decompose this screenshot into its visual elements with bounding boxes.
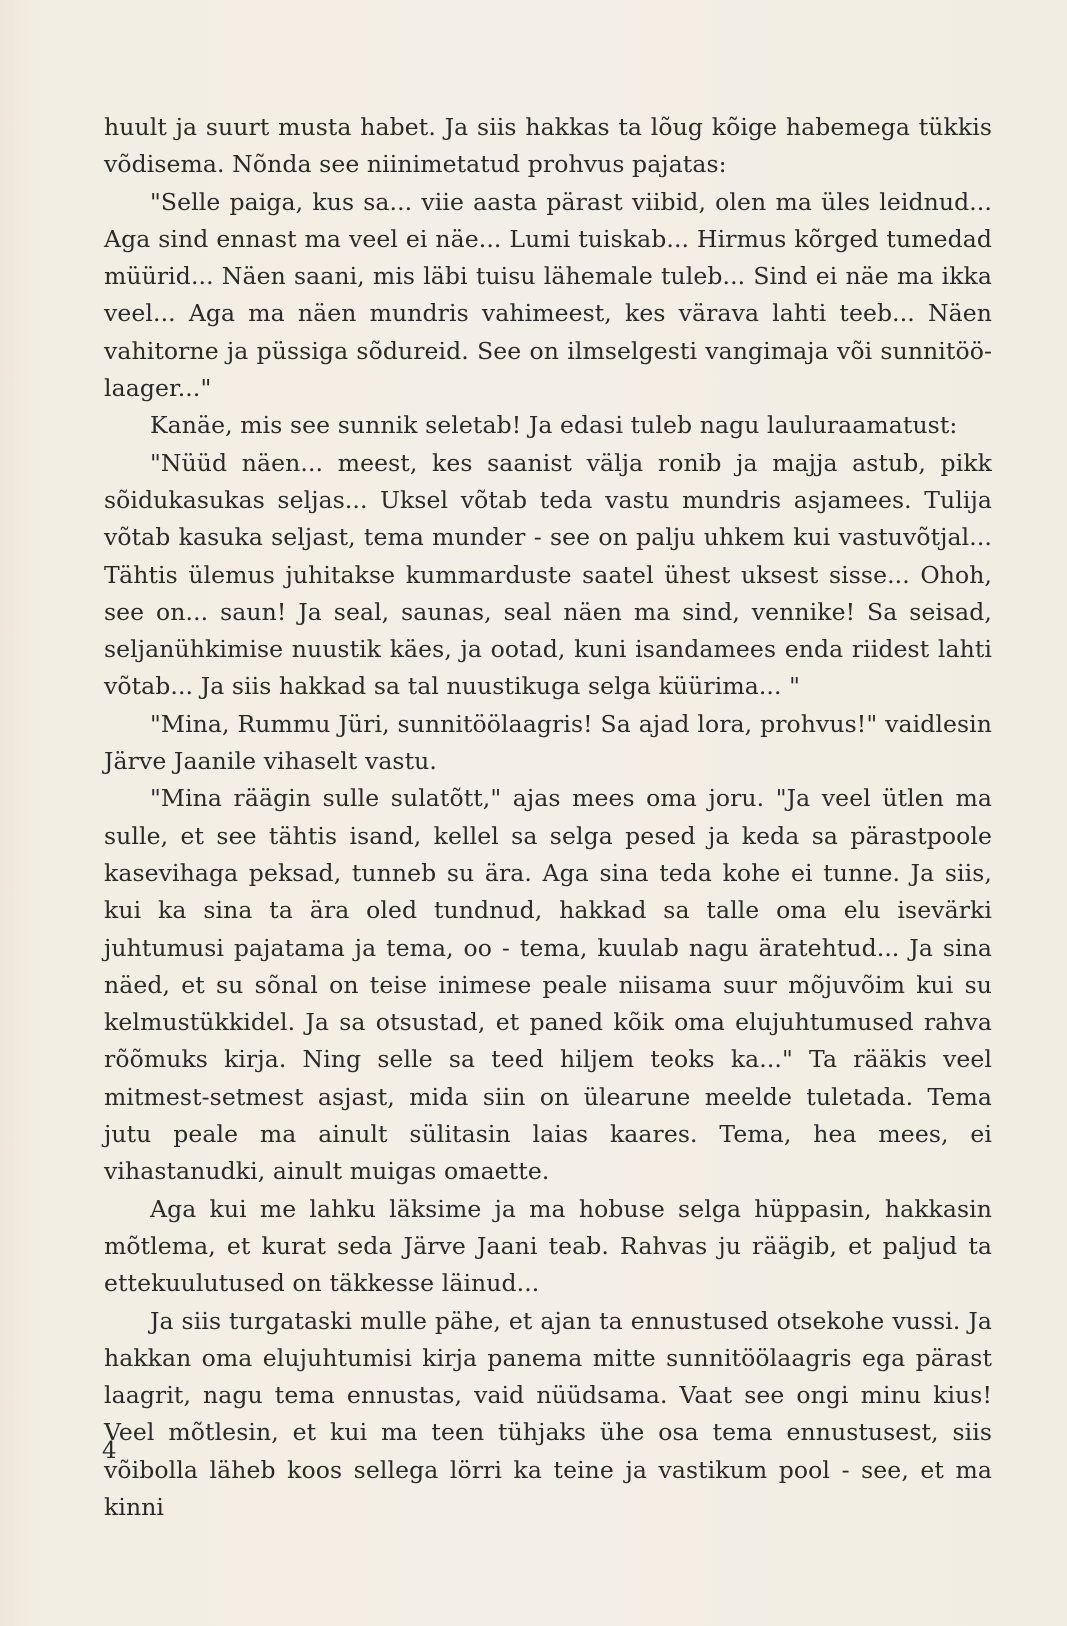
page-number: 4: [102, 1438, 117, 1464]
paragraph-3: Kanäe, mis see sunnik seletab! Ja edasi tuleb nagu lauluraamatust:: [150, 411, 958, 440]
paragraph-7: Aga kui me lahku läksime ja ma hobuse selga hüppasin, hakkasin mõtlema, et kurat seda Järve Jaani teab. Rahvas ju räägib, et paljud ta ettekuulutused on täkkesse läinud...: [104, 1194, 992, 1298]
paragraph-4: "Nüüd näen... meest, kes saanist välja ronib ja majja astub, pikk sõidukasukas seljas... Uksel võtab teda vastu mundris asjamees. Tulija võtab kasuka seljast, tema munder - see on palju uhkem kui vastuvõtjal... Tähtis ülemus juhitakse kummarduste saatel ühest uksest sisse... Ohoh, see on... saun! Ja seal, saunas, seal näen ma sind, vennike! Sa seisad, seljanühkimise nuustik käes, ja ootad, kuni isandamees enda riidest lahti võtab... Ja siis hakkad sa tal nuustikuga selga küürima... ": [104, 448, 992, 701]
paragraph-2: "Selle paiga, kus sa... viie aasta pärast viibid, olen ma üles leidnud... Aga sind ennast ma veel ei näe... Lumi tuiskab... Hirmus kõrged tumedad müürid... Näen saani, mis läbi tuisu lähemale tuleb... Sind ei näe ma ikka veel... Aga ma näen mundris vahimeest, kes värava lahti teeb... Näen vahitorne ja püssiga sõdureid. See on ilmselgesti vangimaja või sunnitöö-laager...": [104, 187, 992, 403]
paragraph-6: "Mina räägin sulle sulatõtt," ajas mees oma joru. "Ja veel ütlen ma sulle, et see tähtis isand, kellel sa selga pesed ja keda sa pärastpoole kasevihaga peksad, tunneb su ära. Aga sina teda kohe ei tunne. Ja siis, kui ka sina ta ära oled tundnud, hakkad sa talle oma elu isevärki juhtumusi pajatama ja tema, oo - tema, kuulab nagu äratehtud... Ja sina näed, et su sõnal on teise inimese peale niisama suur mõjuvõim kui su kelmustükkidel. Ja sa otsustad, et paned kõik oma elujuhtumused rahva rõõmuks kirja. Ning selle sa teed hiljem teoks ka..." Ta rääkis veel mitmest-setmest asjast, mida siin on ülearune meelde tuletada. Tema jutu peale ma ainult sülitasin laias kaares. Tema, hea mees, ei vihastanudki, ainult muigas omaette.: [104, 784, 992, 1186]
paragraph-1: huult ja suurt musta habet. Ja siis hakkas ta lõug kõige habemega tükkis võdisema. Nõnda see niinimetatud prohvus pajatas:: [104, 113, 992, 179]
paragraph-5: "Mina, Rummu Jüri, sunnitöölaagris! Sa ajad lora, prohvus!" vaidlesin Järve Jaanile vihaselt vastu.: [104, 709, 992, 776]
paragraph-8: Ja siis turgataski mulle pähe, et ajan ta ennustused otsekohe vussi. Ja hakkan oma elujuhtumisi kirja panema mitte sunnitöölaagris ega pärast laagrit, nagu tema ennustas, vaid nüüdsama. Vaat see ongi minu kius! Veel mõtlesin, et kui ma teen tühjaks ühe osa tema ennustusest, siis võibolla läheb koos sellega lörri ka teine ja vastikum pool - see, et ma kinni: [104, 1306, 992, 1521]
body-text: [104, 109, 992, 1526]
